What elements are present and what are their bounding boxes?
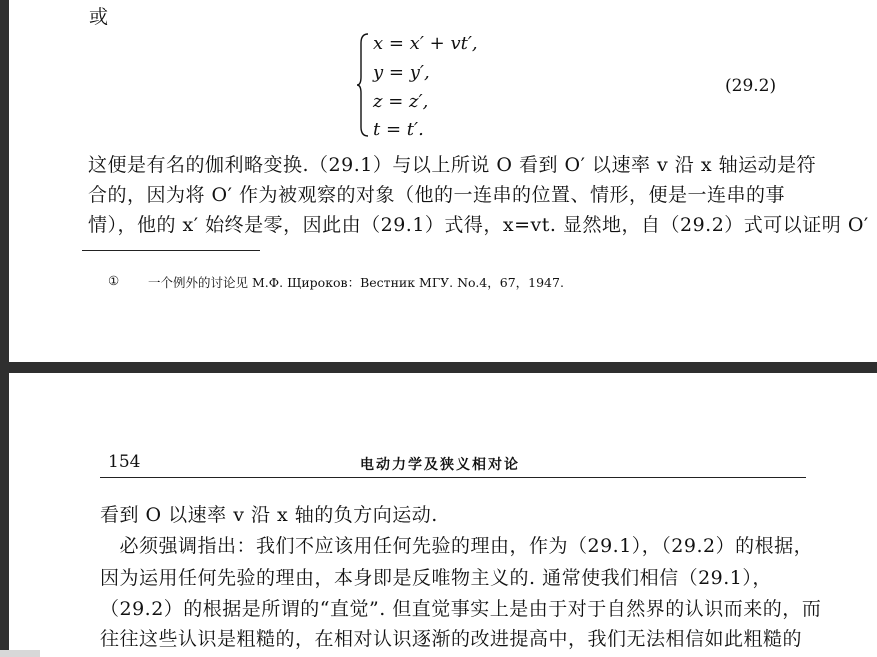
equation-y: y = y′,: [373, 62, 430, 83]
body-line-3: 因为运用任何先验的理由，本身即是反唯物主义的. 通常使我们相信（29.1），: [100, 567, 772, 589]
page-number: 154: [108, 452, 141, 472]
equation-z: z = z′,: [373, 91, 429, 112]
body-line-1: 看到 O 以速率 v 沿 x 轴的负方向运动.: [100, 504, 438, 526]
footnote-rule: [82, 250, 260, 251]
paragraph-line-1: 这便是有名的伽利略变换.（29.1）与以上所说 O 看到 O′ 以速率 v 沿 x 轴运动是符: [88, 154, 817, 176]
equation-brace: [356, 33, 370, 137]
equation-t: t = t′.: [373, 119, 424, 140]
footnote-text: 一个例外的讨论见 М.Ф. Щироков：Вестник МГУ. No.4，67，1947.: [148, 275, 564, 290]
running-title: 电动力学及狭义相对论: [360, 457, 520, 473]
equation-number: (29.2): [725, 76, 777, 96]
body-line-4: （29.2）的根据是所谓的“直觉”. 但直觉事实上是由于对于自然界的认识而来的，而: [100, 598, 822, 620]
equation-x: x = x′ + vt′,: [373, 33, 478, 54]
body-line-5: 往往这些认识是粗糙的，在相对认识逐渐的改进提高中，我们无法相信如此粗糙的: [100, 628, 803, 650]
scroll-corner: [0, 650, 40, 657]
header-rule: [100, 477, 806, 478]
footnote-mark: ①: [108, 273, 120, 288]
lead-word: 或: [89, 6, 109, 28]
paragraph-line-3: 情），他的 x′ 始终是零，因此由（29.1）式得，x=vt. 显然地，自（29.2）式可以证明 O′: [88, 214, 869, 236]
body-line-2: 必须强调指出：我们不应该用任何先验的理由，作为（29.1），（29.2）的根据，: [100, 535, 814, 557]
paragraph-line-2: 合的，因为将 O′ 作为被观察的对象（他的一连串的位置、情形，便是一连串的事: [88, 184, 785, 206]
